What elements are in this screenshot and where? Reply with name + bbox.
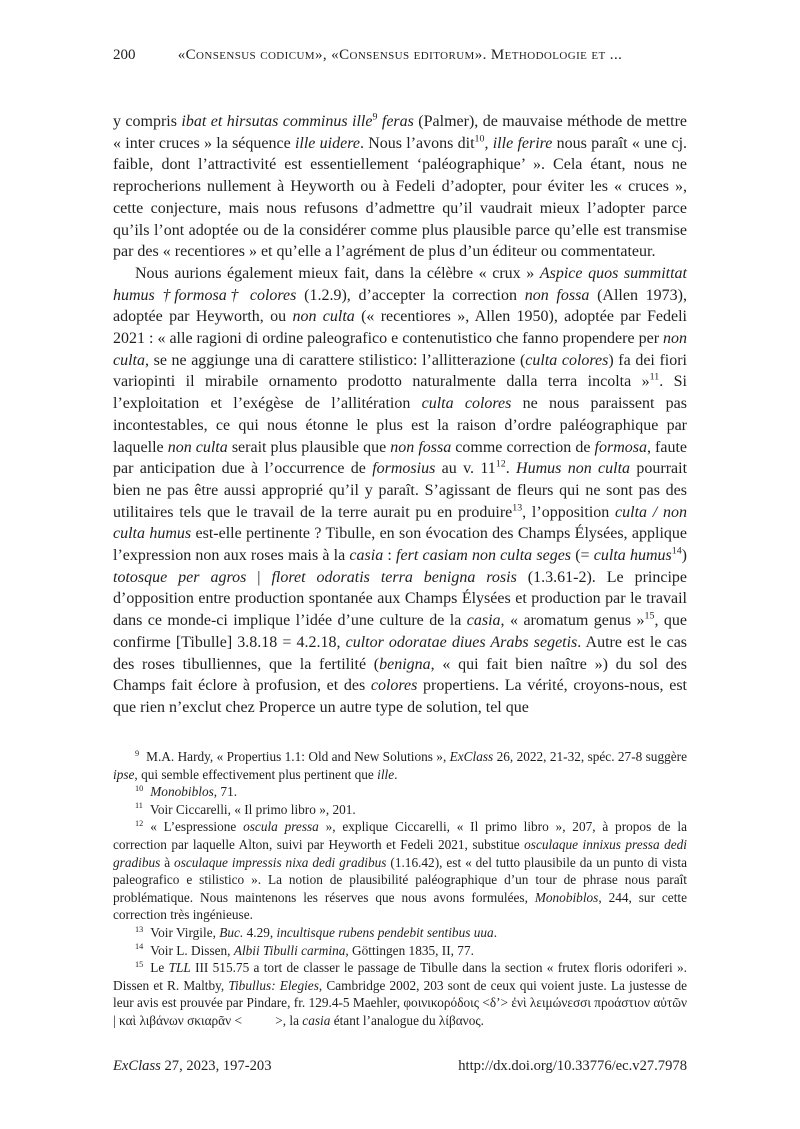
text-segment: 26, 2022, 21-32, spéc. 27-8 suggère <box>493 749 687 764</box>
text-segment: « L’espressione <box>150 819 244 835</box>
footnote-text <box>150 925 497 940</box>
text-segment: », explique Ciccarelli, « Il primo libro », 207, à propos de la correction par laquelle Alton, suivi par Heyworth et Fedeli 2021, substitue <box>113 819 687 852</box>
text-segment: ille <box>377 766 395 782</box>
text-segment: formosius <box>372 460 436 478</box>
text-segment: ExClass <box>449 749 494 764</box>
footnote-ref: 10 <box>474 133 485 145</box>
text-segment: benigna <box>379 655 431 673</box>
text-segment: cultor odoratae diues Arabs segetis <box>345 633 578 651</box>
text-segment: , 244, sur cette correction très ingénieuse. <box>113 889 687 923</box>
text-segment: ) fa dei fiori variopinti il mirabile ornamento prodotto naturalmente dalla terra incolta » <box>113 351 687 391</box>
text-segment: Monobiblos <box>534 889 599 905</box>
text-segment: Nous aurions également mieux fait, dans la célèbre « crux » <box>135 264 540 282</box>
text-segment: | <box>246 568 272 586</box>
footnote-number: 9 <box>135 748 140 758</box>
text-segment: non culta <box>292 308 355 326</box>
text-segment: : <box>383 547 397 565</box>
text-segment: , faute par anticipation due à l’occurrence de <box>113 438 688 478</box>
footnote-ref: 14 <box>671 545 682 557</box>
text-segment: oscula pressa <box>243 819 319 835</box>
text-segment: non culta <box>113 330 688 369</box>
main-text <box>113 111 687 719</box>
journal-citation <box>113 1057 272 1075</box>
text-segment: (= <box>571 547 594 565</box>
text-segment: Monobiblos <box>150 784 214 800</box>
journal-name: ExClass <box>113 1058 161 1074</box>
text-segment: ) <box>681 547 687 565</box>
text-segment: . Si l’exploitation et l’exégèse de l’allitération <box>113 373 688 413</box>
footnote-ref: 9 <box>372 111 378 123</box>
text-segment: , que confirme [Tibulle] 3.8.18 = 4.2.18, <box>113 612 687 651</box>
text-segment: totosque per agros <box>113 568 247 586</box>
text-segment: . Autre est le cas des roses tibulliennes, que la fertilité ( <box>113 633 688 673</box>
text-segment: ne nous paraissent pas incontestables, ce qui nous étonne le plus est la raison d’ordre paléographique par laquelle <box>113 395 687 456</box>
text-segment: ille uidere <box>294 134 360 152</box>
text-segment: Tibullus: Elegies <box>228 977 319 993</box>
text-segment: , 71. <box>213 784 238 800</box>
text-segment: fert casiam non culta seges <box>396 547 572 565</box>
footnote-number: 10 <box>135 783 144 793</box>
footnote-number: 12 <box>135 818 144 828</box>
text-segment: , Cambridge 2002, 203 sont de ceux qui voient juste. La justesse de leur avis est prouvée par Pindare, fr. 129.4-5 Maehler, φοινικορόδοις <δ’> ἐνὶ λειμώνεσσι προάστιον αὐτῶν | καὶ λιβάνων σκιαρᾶν < >, la <box>113 977 687 1028</box>
text-segment: incultisque rubens pendebit sentibus uua <box>276 924 494 940</box>
text-segment: , « aromatum genus » <box>500 612 645 630</box>
text-segment: non fossa <box>390 438 452 456</box>
text-segment: , se ne aggiunge una di carattere stilistico: l’allitterazione ( <box>145 351 526 369</box>
text-segment: pourrait bien ne pas être aussi approprié qu’il y paraît. S’agissant de fleurs qui ne sont pas des utilitaires tels que le travail de la terre aurait pu en produire <box>113 460 688 521</box>
text-segment: ille ferire <box>492 134 553 152</box>
footnote-text <box>113 819 687 922</box>
text-segment: au v. 11 <box>435 460 496 478</box>
text-segment: , « qui fait bien naître ») du sol des Champs fait éclore à profusion, et des <box>113 655 688 695</box>
text-segment: osculaque impressis nixa dedi gradibus <box>174 854 387 870</box>
footnote-ref: 13 <box>512 502 523 514</box>
footnote-text <box>150 784 237 799</box>
footnote <box>113 818 687 924</box>
text-segment: ibat et hirsutas comminus ille <box>181 113 373 130</box>
text-segment: colores <box>370 677 418 695</box>
text-segment: , <box>484 134 493 152</box>
footnote-ref: 15 <box>644 610 655 622</box>
text-segment: non culta <box>167 438 228 456</box>
text-segment: feras <box>377 113 414 130</box>
body-paragraph <box>113 111 687 263</box>
text-segment: III 515.75 a tort de classer le passage de Tibulle dans la section « frutex floris odoriferi ». Dissen et R. Maltby, <box>113 960 687 993</box>
text-segment: TLL <box>168 960 191 976</box>
text-segment: (Palmer), de mauvaise méthode de mettre « inter cruces » la séquence <box>113 113 688 152</box>
text-segment: à <box>160 854 175 870</box>
text-segment: casia <box>349 547 384 565</box>
footnote-number: 15 <box>135 959 144 969</box>
footnote <box>113 748 687 783</box>
footnote <box>113 783 687 801</box>
text-segment: , qui semble effectivement plus pertinent que <box>134 766 378 782</box>
text-segment: culta colores <box>525 351 609 369</box>
text-segment: (Allen 1973), adoptée par Heyworth, ou <box>113 286 688 326</box>
text-segment: , l’opposition <box>522 503 616 521</box>
running-header <box>113 46 687 64</box>
page-number: 200 <box>113 47 136 63</box>
doi-link[interactable]: http://dx.doi.org/10.33776/ec.v27.7978 <box>458 1058 687 1074</box>
footnote-ref: 11 <box>649 372 660 384</box>
text-segment: (1.16.42), est « del tutto plausibile da un punto di vista paleografico e stilistico ». La notion de plausibilité paléographique d’un tour de phrase nous paraît problématique. Nous maintenons les réserves que nous avons formulées, <box>113 854 687 905</box>
text-segment: Humus non culta <box>516 460 631 478</box>
text-segment: formosa <box>594 438 647 456</box>
text-segment: Le <box>150 960 169 976</box>
footnote-text <box>150 802 356 817</box>
text-segment: Aspice quos summittat humus †formosa† colores <box>113 264 688 304</box>
footnote-number: 11 <box>135 801 143 811</box>
text-segment: est-elle pertinente ? Tibulle, en son évocation des Champs Élysées, applique l’expression non aux roses mais à la <box>113 525 687 565</box>
footnote <box>113 942 687 960</box>
footnote-number: 14 <box>135 942 144 952</box>
text-segment: Voir Virgile, <box>150 924 220 940</box>
text-segment: nous paraît « une cj. faible, dont l’attractivité est essentiellement ‘paléographique’ ». Cela étant, nous ne reprocherions nullement à Heyworth ou à Fedeli d’adopter, pour éviter les « cruces », cette conjecture, mais nous refusons d’admettre qu’il vaudrait mieux l’adopter parce qu’ils l’ont adoptée ou de la considérer comme plus plausible parce qu’elle est transmise par des « recentiores » et qu’elle a l’agrément de plus d’un éditeur ou commentateur. <box>113 134 688 261</box>
footnote <box>113 959 687 1029</box>
footnote <box>113 924 687 942</box>
text-segment: casia <box>302 1012 331 1028</box>
text-segment: (1.2.9), d’accepter la correction <box>296 286 525 304</box>
text-segment: (1.3.61-2). Le principe d’opposition entre production spontanée aux Champs Élysées et production par le travail dans ce monde-ci implique l’idée d’une culture de la <box>113 568 688 630</box>
text-segment: . <box>394 766 398 782</box>
text-segment: . Nous l’avons dit <box>359 134 475 152</box>
text-segment: culta humus <box>593 547 672 565</box>
text-segment: comme correction de <box>451 438 595 456</box>
text-segment: . <box>493 924 498 940</box>
footnote-number: 13 <box>135 924 144 934</box>
body-paragraph <box>113 263 687 719</box>
footnote-text <box>150 943 474 958</box>
page-footer <box>113 1057 687 1075</box>
text-segment: serait plus plausible que <box>227 438 391 456</box>
footnote-text <box>113 749 687 782</box>
running-header-title: «Consensus codicum», «Consensus editorum». Methodologie et ... <box>177 47 623 63</box>
text-segment: , Göttingen 1835, II, 77. <box>345 942 474 958</box>
text-segment: osculaque innixus pressa dedi gradibus <box>113 836 688 870</box>
text-segment: M.A. Hardy, « Propertius 1.1: Old and New Solutions », <box>146 749 450 764</box>
text-segment: culta / non culta humus <box>113 503 688 543</box>
citation-rest: 27, 2023, 197-203 <box>160 1058 272 1074</box>
text-segment: floret odoratis terra benigna rosis <box>271 568 517 586</box>
text-segment: y compris <box>113 113 182 130</box>
text-segment: propertiens. La vérité, croyons-nous, est que rien n’exclut chez Properce un autre type de solution, tel que <box>113 677 687 716</box>
text-segment: . <box>505 460 517 478</box>
text-segment: Voir Ciccarelli, « Il primo libro », 201. <box>149 801 356 817</box>
text-segment: Buc. <box>219 924 244 940</box>
footnote-ref: 12 <box>495 458 506 470</box>
footnotes-block <box>113 748 687 1030</box>
text-segment: culta colores <box>421 395 512 413</box>
text-segment: Albii Tibulli carmina <box>233 942 346 958</box>
text-segment: (« recentiores », Allen 1950), adoptée par Fedeli 2021 : « alle ragioni di ordine paleografico e contenutistico che fanno propendere per <box>113 308 687 348</box>
text-segment: non fossa <box>524 286 590 304</box>
text-segment: casia <box>466 612 501 630</box>
text-segment: Voir L. Dissen, <box>150 942 234 958</box>
text-segment: 4.29, <box>243 924 277 940</box>
footnote <box>113 801 687 819</box>
text-segment: étant l’analogue du λίβανος. <box>330 1012 484 1028</box>
text-segment: ipse <box>113 766 135 782</box>
footnote-text <box>113 960 687 1028</box>
